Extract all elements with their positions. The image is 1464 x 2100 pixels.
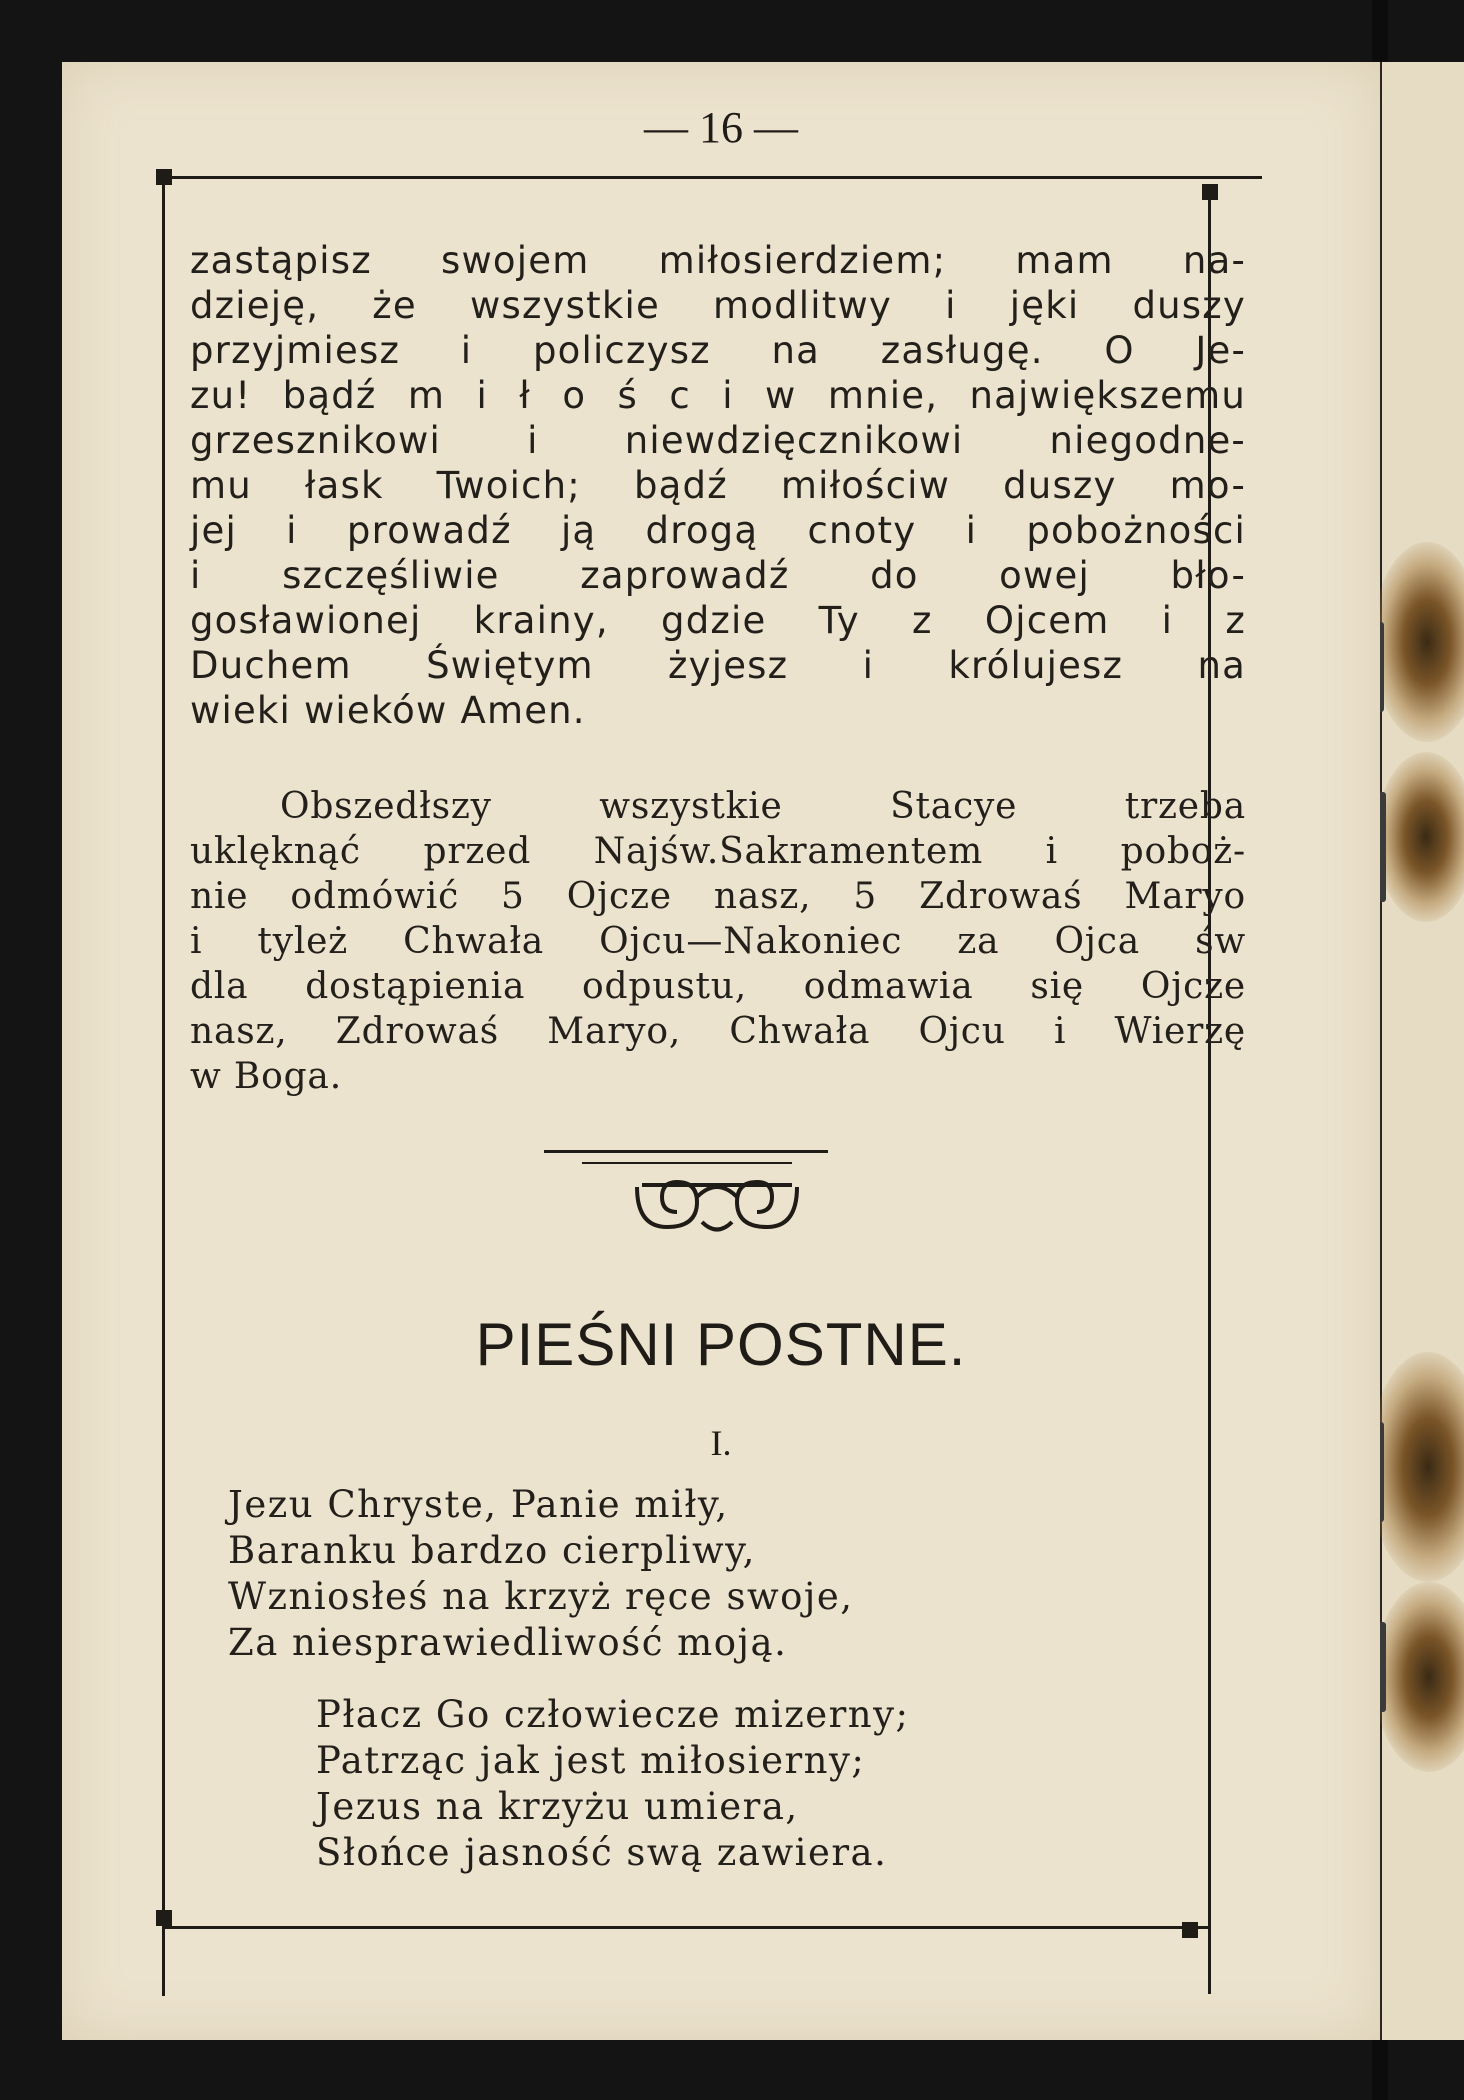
text-line: zu! bądź m i ł o ś c i w mnie, największemu bbox=[190, 374, 1246, 417]
text-line: wieki wieków Amen. bbox=[190, 689, 586, 732]
text-line: przyjmiesz i policzysz na zasługę. O Je- bbox=[190, 329, 1246, 372]
verse-line: Za niesprawiedliwość moją. bbox=[228, 1621, 788, 1664]
adjacent-page-edge bbox=[1380, 62, 1464, 2040]
verse-line: Płacz Go człowiecze mizerny; bbox=[316, 1693, 910, 1736]
frame-top-rule bbox=[162, 176, 1262, 179]
ornament-icon bbox=[617, 1167, 817, 1257]
text-line: uklęknąć przed Najśw.Sakramentem i poboż- bbox=[190, 831, 1246, 872]
burn-mark bbox=[1374, 1582, 1464, 1772]
text-line: dzieję, że wszystkie modlitwy i jęki duszy bbox=[190, 284, 1246, 327]
song-verse bbox=[228, 1482, 854, 1666]
verse-line: Jezu Chryste, Panie miły, bbox=[228, 1483, 729, 1526]
ornament-rule bbox=[582, 1162, 792, 1164]
text-line: mu łask Twoich; bądź miłościw duszy mo- bbox=[190, 464, 1246, 507]
book-page bbox=[62, 62, 1380, 2040]
frame-corner bbox=[1182, 1922, 1198, 1938]
frame-left-rule bbox=[162, 184, 165, 1996]
text-line: i tyleż Chwała Ojcu—Nakoniec za Ojca św bbox=[190, 921, 1246, 962]
text-line: Duchem Świętym żyjesz i królujesz na bbox=[190, 644, 1246, 687]
text-line: nasz, Zdrowaś Maryo, Chwała Ojcu i Wierzę bbox=[190, 1011, 1246, 1052]
text-line: i szczęśliwie zaprowadź do owej bło- bbox=[190, 554, 1246, 597]
verse-line: Patrząc jak jest miłosierny; bbox=[316, 1739, 866, 1782]
text-line: grzesznikowi i niewdzięcznikowi niegodne- bbox=[190, 419, 1246, 462]
text-line: w Boga. bbox=[190, 1056, 342, 1097]
verse-line: Baranku bardzo cierpliwy, bbox=[228, 1529, 756, 1572]
section-title: PIEŚNI POSTNE. bbox=[475, 1311, 967, 1378]
frame-corner bbox=[156, 169, 172, 185]
ornament-rule bbox=[544, 1150, 828, 1153]
instruction-paragraph bbox=[190, 784, 1246, 1099]
verse-line: Słońce jasność swą zawiera. bbox=[316, 1831, 888, 1874]
burn-mark bbox=[1372, 542, 1464, 742]
frame-bottom-rule bbox=[162, 1926, 1208, 1929]
text-line: dla dostąpienia odpustu, odmawia się Ojcze bbox=[190, 966, 1246, 1007]
text-line: gosławionej krainy, gdzie Ty z Ojcem i z bbox=[190, 599, 1246, 642]
burn-mark bbox=[1376, 752, 1464, 922]
verse-line: Jezus na krzyżu umiera, bbox=[316, 1785, 799, 1828]
page-number: — 16 — bbox=[644, 103, 798, 152]
verse-line: Wzniosłeś na krzyż ręce swoje, bbox=[228, 1575, 854, 1618]
song-refrain bbox=[316, 1692, 909, 1876]
frame-corner bbox=[156, 1910, 172, 1926]
text-line: Obszedłszy wszystkie Stacye trzeba bbox=[280, 786, 1246, 827]
text-line: jej i prowadź ją drogą cnoty i pobożności bbox=[190, 509, 1246, 552]
song-number: I. bbox=[710, 1423, 732, 1463]
text-line: nie odmówić 5 Ojcze nasz, 5 Zdrowaś Maryo bbox=[190, 876, 1246, 917]
prayer-paragraph bbox=[190, 238, 1246, 733]
text-line: zastąpisz swojem miłosierdziem; mam na- bbox=[190, 239, 1246, 282]
